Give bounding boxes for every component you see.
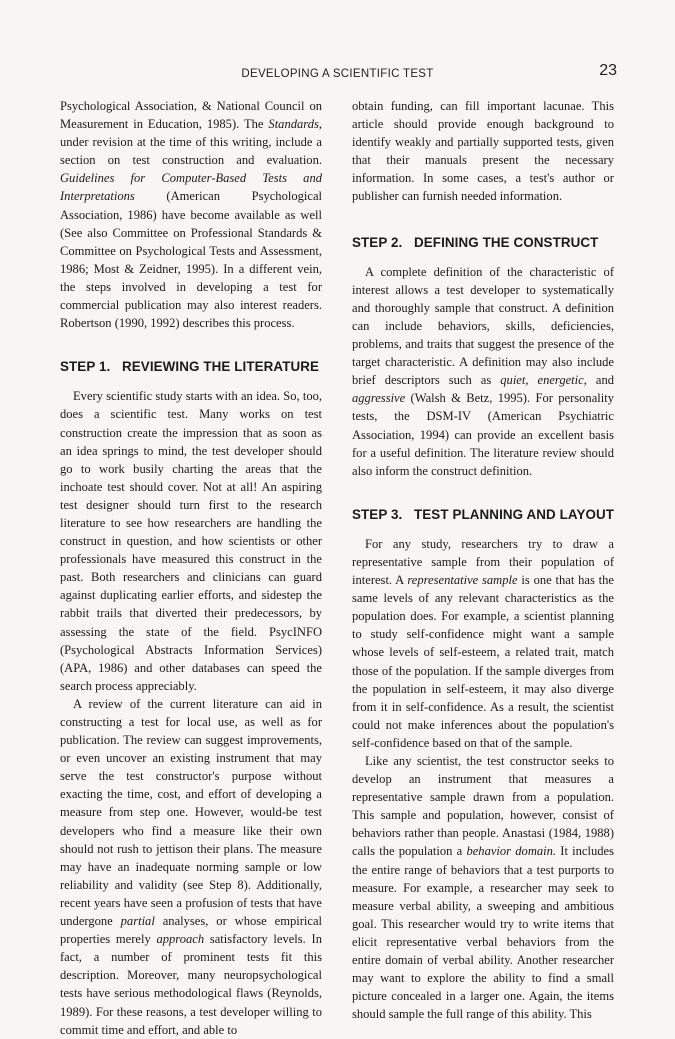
step-number: STEP 1. bbox=[60, 359, 111, 375]
paragraph-standards: Psychological Association, & National Council on Measurement in Education, 1985). The Standards, under revision at the time of this writing, include a section on test construction and evaluation. Guidelines for Computer-Based Tests and Interpretations (American Psychological Association, 1986) have become available as well (See also Committee on Professional Standards & Committee on Psychological Tests and Assessment, 1986; Most & Zeidner, 1995). In a different vein, the steps involved in developing a test for commercial publication may also interest readers. Robertson (1990, 1992) describes this process. bbox=[60, 99, 322, 331]
heading-step-3 bbox=[352, 506, 614, 524]
step-title: DEFINING THE CONSTRUCT bbox=[414, 234, 599, 250]
paragraph-current-literature: A review of the current literature can aid in constructing a test for local use, as well as for publication. The review can suggest improvements, or even uncover an existing instrument that may serve the test constructor's purpose without exacting the time, cost, and effort of developing a measure from step one. However, would-be test developers who find a measure like their own should not rush to jettison their plans. The measure may have an inadequate norming sample or low reliability and validity (see Step 8). Additionally, recent years have seen a profusion of tests that have undergone partial analyses, or whose empirical properties merely approach satisfactory levels. In fact, a number of prominent tests fit this description. Moreover, many neuropsychological tests have serious methodological flaws (Reynolds, 1989). For these reasons, a test developer willing to commit time and effort, and able to bbox=[60, 696, 323, 1037]
paragraph-behavior-domain: Like any scientist, the test constructor seeks to develop an instrument that measures a representative sample drawn from a population. This sample and population, however, consist of behaviors rather than people. Anastasi (1984, 1988) calls the population a behavior domain. It includes the entire range of behaviors that a test purports to measure. For example, a researcher may seek to measure verbal ability, a sweeping and ambitious goal. This researcher would try to write items that elicit representative verbal behaviors from the entire domain of verbal ability. Another researcher may want to explore the ability to find a small picture concealed in a larger one. Again, the items should sample the full range of this ability. This bbox=[352, 754, 614, 1022]
heading-step-1 bbox=[60, 358, 322, 376]
paragraph-funding: obtain funding, can fill important lacunae. This article should provide enough background to identify weakly and partially supported tests, given that their manuals present the necessary information. In some cases, a test's author or publisher can furnish needed information. bbox=[352, 99, 614, 204]
paragraph-representative-sample: For any study, researchers try to draw a representative sample from their population of interest. A representative sample is one that has the same levels of any relevant characteristics as the population does. For example, a scientist planning to study self-confidence might want a sample whose levels of self-esteem, a related trait, match those of the population. If the sample diverges from the population in self-esteem, it may also diverge from it in self-confidence. As a result, the scientist could not make inferences about the population's self-confidence based on that of the sample. bbox=[352, 536, 614, 750]
step-number: STEP 3. bbox=[352, 506, 403, 522]
step-number: STEP 2. bbox=[352, 234, 403, 250]
paragraph-literature-review: Every scientific study starts with an idea. So, too, does a scientific test. Many works on test construction create the impression that as soon as an idea springs to mind, the test developer should go to work busily charting the areas that the inchoate test should cover. Not at all! An aspiring test designer should turn first to the research literature to see how researchers are handling the construct in question, and how scientists or other professionals have measured this construct in the past. Both researchers and clinicians can guard against duplicating earlier efforts, and sidestep the rabbit trails that diverted their predecessors, by assessing the state of the field. PsycINFO (Psychological Abstracts Information Services) (APA, 1986) and other databases can speed the search process appreciably. bbox=[60, 389, 322, 693]
paragraph-construct-definition: A complete definition of the characteristic of interest allows a test developer to systematically and thoroughly sample that construct. A definition can include behaviors, skills, deficiencies, problems, and traits that suggest the presence of the target characteristic. A definition may also include brief descriptors such as quiet, energetic, and aggressive (Walsh & Betz, 1995). For personality tests, the DSM-IV (American Psychiatric Association, 1994) can provide an excellent basis for a useful definition. The literature review should also inform the construct definition. bbox=[352, 264, 614, 478]
running-head: DEVELOPING A SCIENTIFIC TEST bbox=[241, 68, 434, 80]
step-title: TEST PLANNING AND LAYOUT bbox=[414, 506, 615, 522]
heading-step-2 bbox=[352, 234, 614, 252]
left-column bbox=[60, 97, 322, 1039]
step-title: REVIEWING THE LITERATURE bbox=[122, 359, 320, 375]
right-column bbox=[352, 97, 614, 1023]
page-number: 23 bbox=[599, 62, 617, 79]
